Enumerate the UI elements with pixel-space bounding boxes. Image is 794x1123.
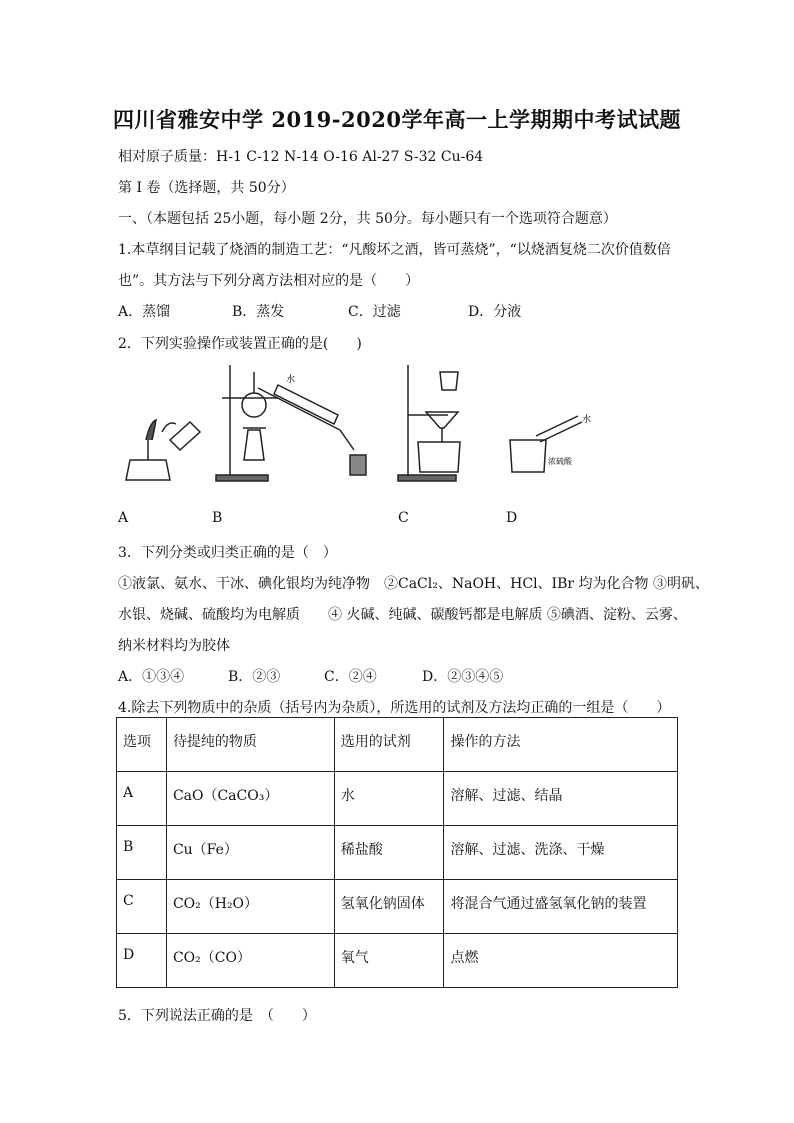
q3-line2: 水银、烧碱、硫酸均为电解质 ④ 火碱、纯碱、碳酸钙都是电解质 ⑤碘酒、淀粉、云雾、 — [118, 607, 687, 623]
table-cell: 氢氧化钠固体 — [334, 880, 444, 934]
table-row — [117, 718, 678, 772]
table-cell: Cu（Fe） — [166, 826, 334, 880]
q1-option-a: A．蒸馏 — [118, 304, 171, 320]
table-cell: 待提纯的物质 — [166, 718, 334, 772]
q5-stem: 5．下列说法正确的是 （ ） — [118, 1008, 316, 1024]
table-cell: C — [117, 880, 167, 934]
part-intro: 一、（本题包括 25小题，每小题 2分，共 50分。每小题只有一个选项符合题意） — [118, 211, 617, 227]
fig-c-filtration — [398, 365, 460, 481]
table-cell: A — [117, 772, 167, 826]
table-cell: 将混合气通过盛氢氧化钠的装置 — [444, 880, 678, 934]
section-heading: 第 I 卷（选择题，共 50分） — [118, 180, 295, 196]
fig-d-acid-label: 浓硫酸 — [548, 457, 572, 466]
table-row — [117, 826, 678, 880]
q1-option-b: B．蒸发 — [232, 304, 285, 320]
table-cell: 水 — [334, 772, 444, 826]
fig-label-b: B — [212, 510, 223, 526]
q2-stem: 2．下列实验操作或装置正确的是( ) — [118, 336, 362, 352]
table-row — [117, 880, 678, 934]
table-cell: D — [117, 934, 167, 988]
q1-options — [118, 301, 521, 321]
table-cell: 操作的方法 — [444, 718, 678, 772]
page-title: 四川省雅安中学 2019-2020学年高一上学期期中考试试题 — [113, 107, 681, 132]
table-cell: CaO（CaCO₃） — [166, 772, 334, 826]
q3-option-d: D．②③④⑤ — [422, 669, 504, 685]
q1-option-c: C．过滤 — [348, 304, 401, 320]
q1-option-d: D．分液 — [468, 304, 522, 320]
table-row — [117, 934, 678, 988]
table-cell: 溶解、过滤、洗涤、干燥 — [444, 826, 678, 880]
q3-option-a: A．①③④ — [118, 669, 185, 685]
table-cell: 选用的试剂 — [334, 718, 444, 772]
q3-line3: 纳米材料均为胶体 — [118, 638, 230, 654]
atomic-mass-line: 相对原子质量：H-1 C-12 N-14 O-16 Al-27 S-32 Cu-64 — [118, 149, 484, 165]
table-cell: 点燃 — [444, 934, 678, 988]
q3-stem: 3．下列分类或归类正确的是（ ） — [118, 545, 337, 561]
q4-stem: 4.除去下列物质中的杂质（括号内为杂质），所选用的试剂及方法均正确的一组是（ ） — [118, 700, 671, 716]
fig-label-d: D — [506, 510, 518, 526]
q1-line2: 也”。其方法与下列分离方法相对应的是（ ） — [118, 273, 420, 289]
fig-b-water-label: 水 — [286, 375, 296, 385]
q3-option-b: B．②③ — [228, 669, 281, 685]
q3-line1: ①液氯、氨水、干冰、碘化银均为纯净物 ②CaCl₂、NaOH、HCl、IBr 均为化合物 ③明矾、 — [118, 576, 709, 592]
table-cell: CO₂（CO） — [166, 934, 334, 988]
table-cell: 稀盐酸 — [334, 826, 444, 880]
fig-d-water-label: 水 — [582, 415, 592, 425]
q3-options — [118, 666, 503, 686]
q4-table — [116, 717, 678, 988]
q1-line1: 1.本草纲目记载了烧酒的制造工艺：“凡酸坏之酒，皆可蒸烧”，“以烧酒复烧二次价值数倍 — [118, 242, 671, 258]
fig-label-a: A — [118, 510, 129, 526]
table-cell: 溶解、过滤、结晶 — [444, 772, 678, 826]
table-cell: B — [117, 826, 167, 880]
fig-label-c: C — [398, 510, 409, 526]
fig-a-alcohol-lamps — [126, 420, 200, 480]
table-cell: 选项 — [117, 718, 167, 772]
q3-option-c: C．②④ — [324, 669, 377, 685]
table-cell: 氧气 — [334, 934, 444, 988]
table-row — [117, 772, 678, 826]
table-cell: CO₂（H₂O） — [166, 880, 334, 934]
q2-apparatus-figure — [118, 360, 678, 490]
